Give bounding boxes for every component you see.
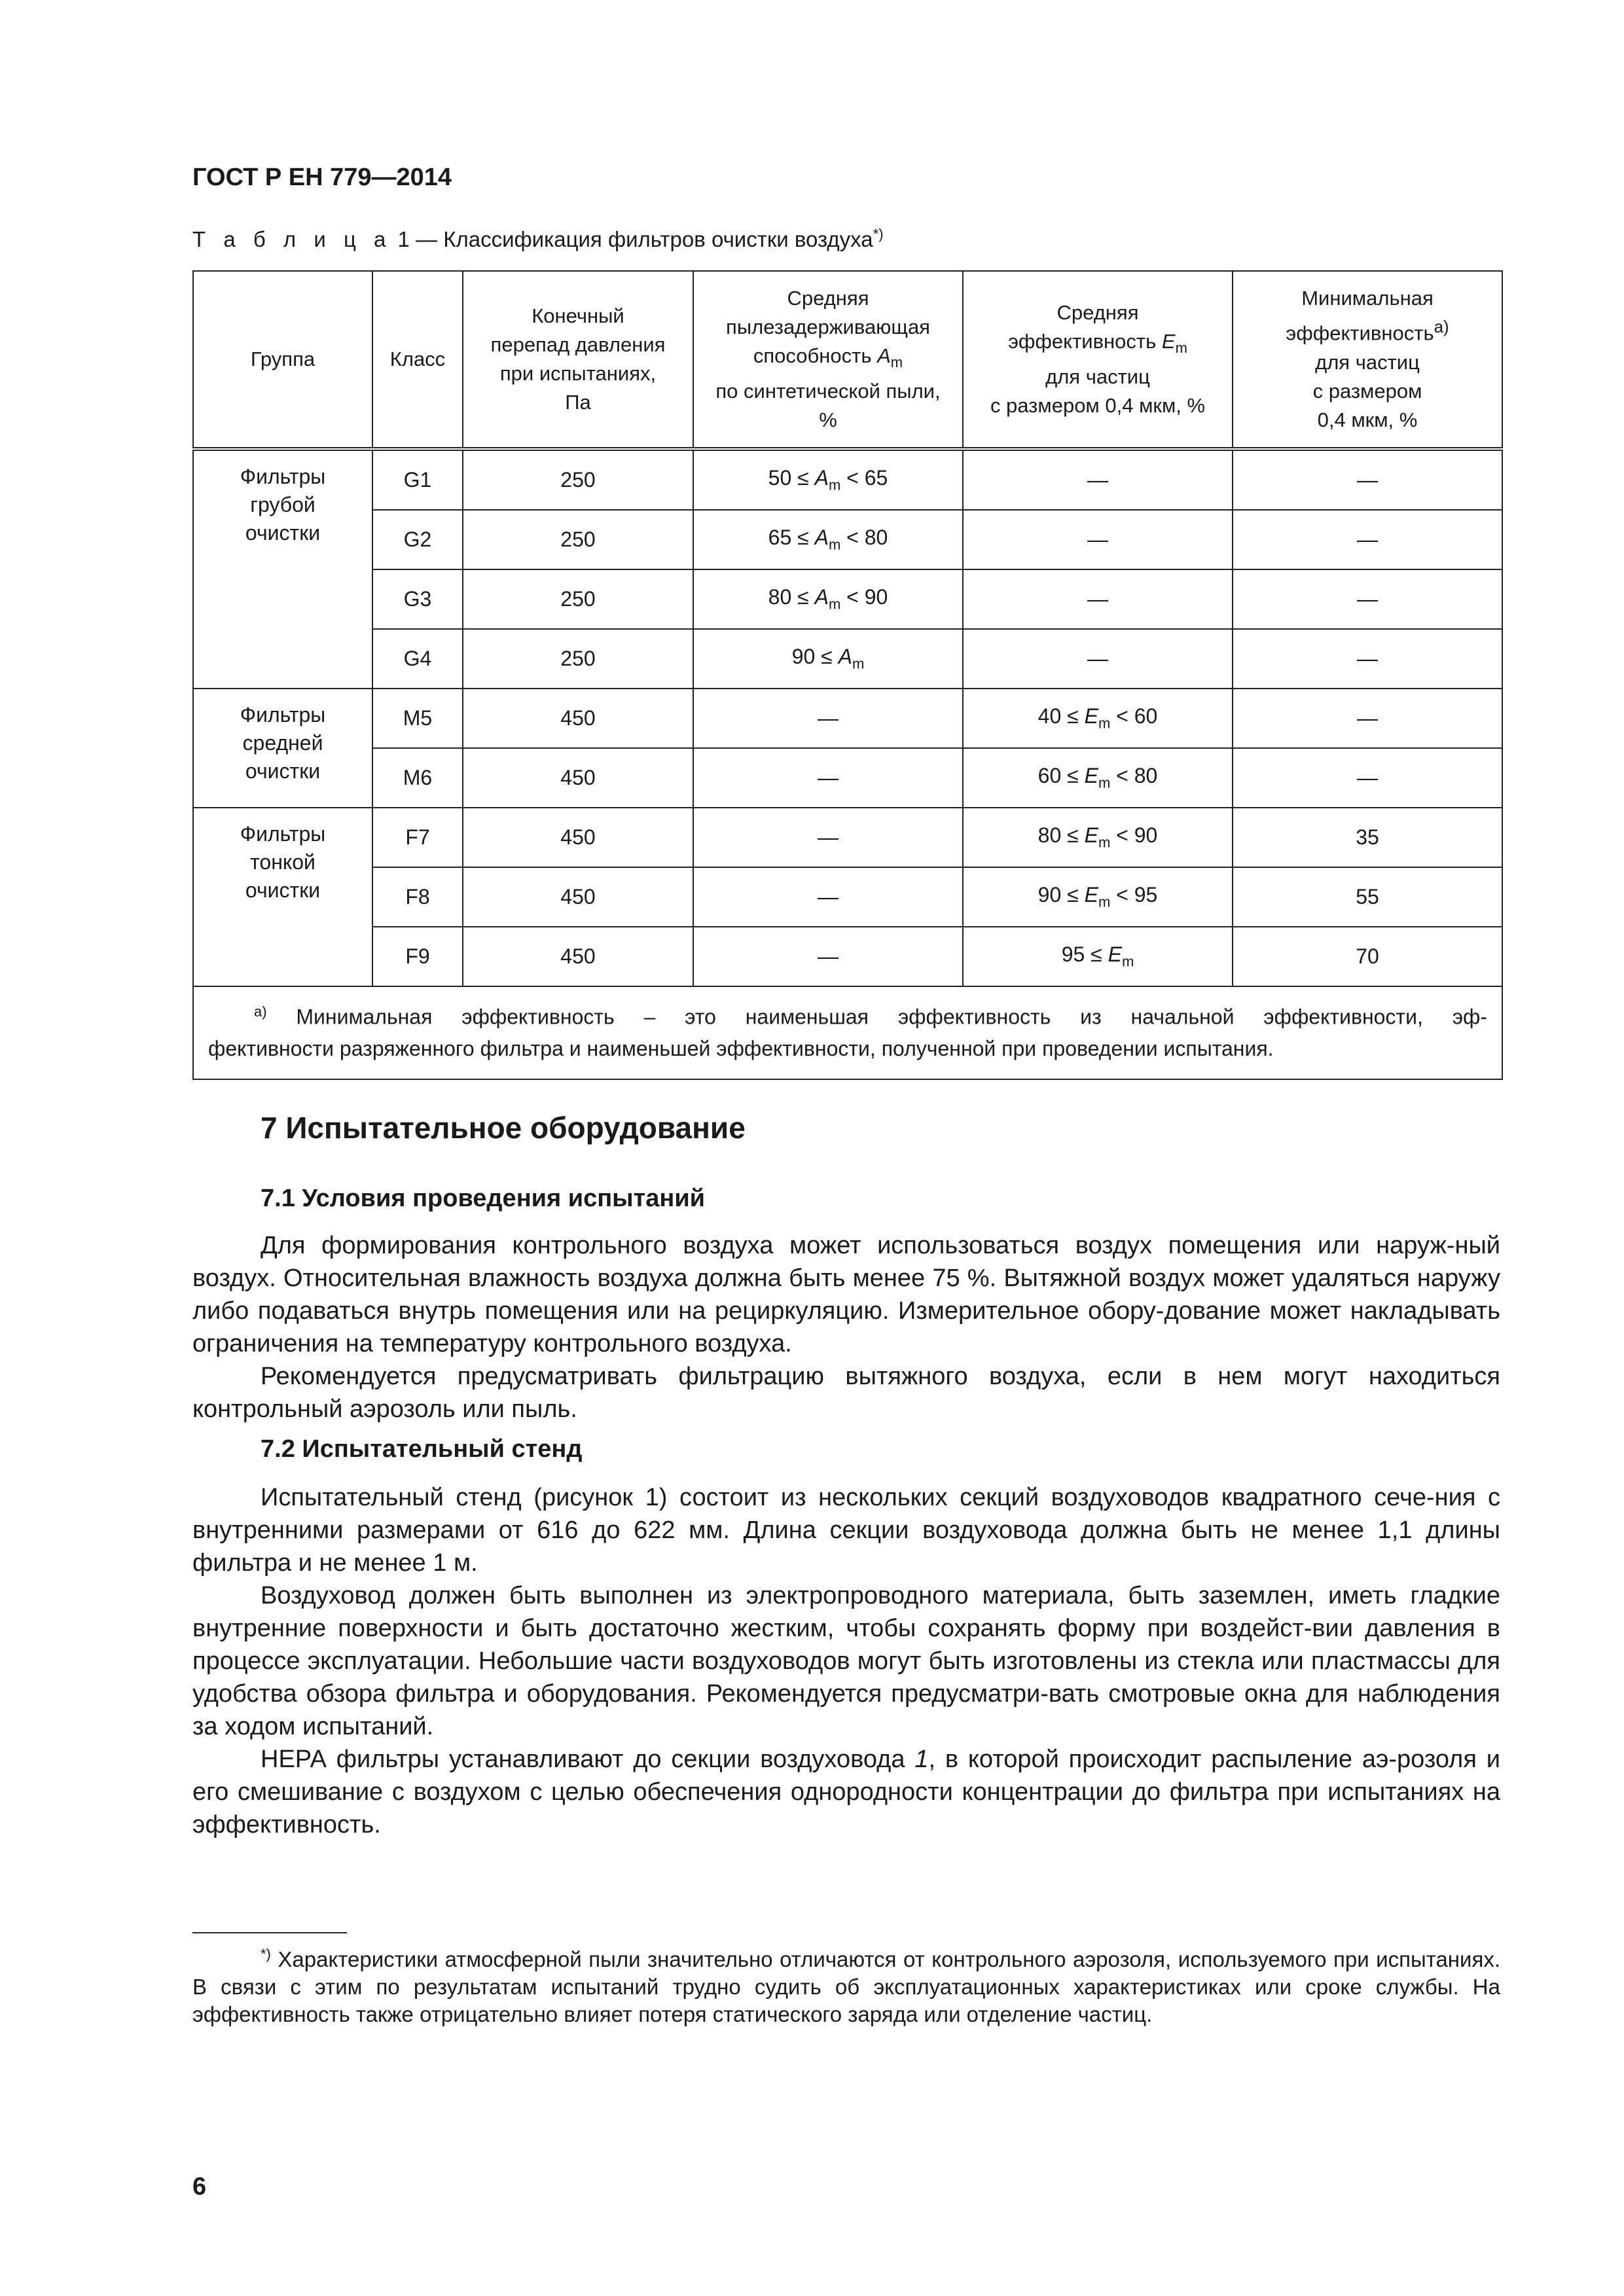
cell-arrestance: [693, 510, 963, 569]
cell-min-efficiency: 35: [1233, 808, 1502, 867]
cell-pressure: 450: [463, 927, 693, 986]
table-row: [193, 449, 1502, 510]
eff-pre: 95 ≤: [1061, 942, 1108, 967]
symbol-e: E: [1084, 764, 1098, 788]
col-header-group: Группа: [193, 271, 372, 449]
cell-arrestance: [693, 449, 963, 510]
cell-class: M5: [372, 689, 463, 748]
group-line: Фильтры: [240, 822, 326, 846]
cell-class: F8: [372, 867, 463, 927]
eff-pre: 60 ≤: [1038, 764, 1085, 788]
cell-arrestance: —: [693, 867, 963, 927]
cell-min-efficiency: —: [1233, 629, 1502, 689]
footnote: [192, 1941, 1500, 2028]
cell-efficiency: —: [963, 449, 1233, 510]
group-fine: [193, 808, 372, 986]
table-row: [193, 748, 1502, 808]
note-mark: a): [254, 1003, 267, 1020]
arr-pre: 50 ≤: [768, 466, 815, 490]
pressure-line: Конечный: [532, 304, 624, 327]
symbol-subscript: m: [828, 536, 841, 553]
cell-arrestance: —: [693, 808, 963, 867]
cell-pressure: 250: [463, 569, 693, 629]
section-7-1-body: [192, 1229, 1500, 1426]
min-line: 0,4 мкм, %: [1317, 408, 1418, 431]
eff-post: < 95: [1110, 883, 1158, 907]
footnote-divider: [192, 1932, 347, 1933]
footnote-text: Характеристики атмосферной пыли значительно отличаются от контрольного аэрозоля, используемого при испытаниях. В связи с этим по результатам испытаний трудно судить об эксплуатационных характеристиках или сроке службы. На эффективность также отрицательно влияет потеря статического заряда или отделение частиц.: [192, 1947, 1500, 2026]
cell-pressure: 450: [463, 689, 693, 748]
duct-section-number: 1: [914, 1746, 929, 1773]
symbol-subscript: m: [828, 596, 841, 613]
group-line: Фильтры: [240, 465, 326, 488]
paragraph: [192, 1743, 1500, 1841]
cell-arrestance: [693, 629, 963, 689]
cell-pressure: 450: [463, 748, 693, 808]
cell-class: G1: [372, 449, 463, 510]
group-line: грубой: [250, 493, 316, 516]
cell-min-efficiency: —: [1233, 569, 1502, 629]
section-7-2-title: 7.2 Испытательный стенд: [261, 1435, 583, 1463]
document-code: ГОСТ Р ЕН 779—2014: [192, 164, 452, 191]
cell-min-efficiency: —: [1233, 449, 1502, 510]
eff-post: < 80: [1110, 764, 1158, 788]
table-row: [193, 629, 1502, 689]
pressure-line: при испытаниях,: [499, 362, 657, 385]
paragraph: Рекомендуется предусматривать фильтрацию вытяжного воздуха, если в нем могут находиться контрольный аэрозоль или пыль.: [192, 1363, 1500, 1423]
cell-arrestance: —: [693, 689, 963, 748]
arrestance-line: по синтетической пыли,: [715, 380, 941, 403]
min-line: с размером: [1312, 379, 1422, 403]
symbol-subscript: m: [1098, 774, 1111, 791]
symbol-e: E: [1084, 883, 1098, 907]
eff-post: < 90: [1110, 823, 1158, 848]
group-line: очистки: [245, 521, 321, 545]
cell-class: F7: [372, 808, 463, 867]
symbol-a: A: [838, 645, 852, 669]
cell-efficiency: [963, 927, 1233, 986]
cell-efficiency: —: [963, 510, 1233, 569]
arr-pre: 65 ≤: [768, 526, 815, 550]
filter-classification-table: [192, 270, 1503, 1080]
efficiency-line: для частиц: [1045, 365, 1150, 389]
table-note: [193, 986, 1502, 1079]
col-header-pressure: [463, 271, 693, 449]
col-header-class: Класс: [372, 271, 463, 449]
group-line: очистки: [245, 878, 321, 902]
cell-class: F9: [372, 927, 463, 986]
symbol-e: E: [1161, 329, 1176, 353]
symbol-a: A: [814, 526, 829, 550]
cell-min-efficiency: 70: [1233, 927, 1502, 986]
symbol-e: E: [1108, 942, 1122, 967]
cell-class: G3: [372, 569, 463, 629]
table-row: [193, 510, 1502, 569]
cell-pressure: 250: [463, 510, 693, 569]
section-7-title: 7 Испытательное оборудование: [261, 1111, 746, 1145]
paragraph-part: НЕРА фильтры устанавливают до секции воздуховода: [261, 1746, 915, 1773]
section-7-1-title: 7.1 Условия проведения испытаний: [261, 1185, 706, 1212]
arr-post: < 80: [840, 526, 888, 550]
caption-title: 1 — Классификация фильтров очистки воздуха: [391, 227, 873, 251]
cell-class: G4: [372, 629, 463, 689]
paragraph: Для формирования контрольного воздуха может использоваться воздух помещения или наруж-ный воздух. Относительная влажность воздуха должна быть менее 75 %. Вытяжной воздух может удаляться наружу либо подаваться внутрь помещения или на рециркуляцию. Измерительное обору-дование может накладывать ограничения на температуру контрольного воздуха.: [192, 1232, 1500, 1357]
table-row: [193, 689, 1502, 748]
eff-post: < 60: [1110, 704, 1158, 728]
table-row: [193, 808, 1502, 867]
cell-pressure: 250: [463, 629, 693, 689]
note-text-line: фективности разряженного фильтра и наименьшей эффективности, полученной при проведении испытания.: [208, 1036, 1274, 1060]
cell-min-efficiency: —: [1233, 748, 1502, 808]
min-line: для частиц: [1315, 350, 1420, 374]
symbol-e: E: [1084, 823, 1098, 848]
page-number: 6: [192, 2173, 207, 2200]
note-mark: a): [1434, 318, 1449, 337]
caption-footnote-mark: *): [873, 226, 884, 242]
table-row: [193, 569, 1502, 629]
symbol-subscript: m: [890, 354, 903, 371]
symbol-subscript: m: [1121, 953, 1134, 970]
arr-pre: 80 ≤: [768, 585, 815, 609]
cell-arrestance: —: [693, 748, 963, 808]
symbol-a: A: [814, 466, 829, 490]
eff-pre: 40 ≤: [1038, 704, 1085, 728]
eff-pre: 90 ≤: [1038, 883, 1085, 907]
cell-class: M6: [372, 748, 463, 808]
note-text-line: Минимальная эффективность – это наименьшая эффективность из начальной эффективности, эф-: [266, 1005, 1487, 1029]
table-row: [193, 867, 1502, 927]
symbol-a: A: [877, 344, 891, 367]
col-header-arrestance: [693, 271, 963, 449]
table-header-row: [193, 271, 1502, 449]
cell-arrestance: [693, 569, 963, 629]
symbol-subscript: m: [1098, 834, 1111, 851]
cell-efficiency: [963, 808, 1233, 867]
cell-min-efficiency: —: [1233, 510, 1502, 569]
col-header-min-efficiency: [1233, 271, 1502, 449]
efficiency-line: Средняя: [1056, 300, 1139, 324]
symbol-subscript: m: [852, 655, 865, 672]
symbol-e: E: [1084, 704, 1098, 728]
group-line: очистки: [245, 759, 321, 783]
group-line: тонкой: [250, 850, 316, 874]
arrestance-line: Средняя: [787, 286, 869, 310]
symbol-subscript: m: [1175, 340, 1187, 357]
arr-post: < 90: [840, 585, 888, 609]
group-medium: [193, 689, 372, 808]
cell-pressure: 450: [463, 808, 693, 867]
arrestance-line: способность: [753, 344, 878, 367]
group-line: Фильтры: [240, 703, 326, 726]
pressure-line: перепад давления: [490, 333, 666, 356]
cell-efficiency: —: [963, 629, 1233, 689]
min-line: эффективность: [1286, 321, 1434, 345]
section-7-2-body: [192, 1481, 1500, 1841]
pressure-line: Па: [565, 391, 591, 414]
paragraph: Воздуховод должен быть выполнен из электропроводного материала, быть заземлен, иметь гладкие внутренние поверхности и быть достаточно жестким, чтобы сохранять форму при воздейст-вии давления в процессе эксплуатации. Небольшие части воздуховодов могут быть изготовлены из стекла или пластмассы для удобства обзора фильтра и оборудования. Рекомендуется предусматри-вать смотровые окна для наблюдения за ходом испытаний.: [192, 1582, 1500, 1740]
symbol-subscript: m: [828, 476, 841, 493]
cell-pressure: 450: [463, 867, 693, 927]
cell-efficiency: [963, 748, 1233, 808]
cell-pressure: 250: [463, 449, 693, 510]
arrestance-line: пылезадерживающая: [726, 315, 930, 338]
cell-min-efficiency: 55: [1233, 867, 1502, 927]
arr-post: < 65: [840, 466, 888, 490]
group-line: средней: [242, 731, 323, 755]
eff-pre: 80 ≤: [1038, 823, 1085, 848]
cell-arrestance: —: [693, 927, 963, 986]
min-line: Минимальная: [1301, 287, 1434, 310]
cell-min-efficiency: —: [1233, 689, 1502, 748]
efficiency-line: с размером 0,4 мкм, %: [990, 394, 1206, 418]
cell-efficiency: —: [963, 569, 1233, 629]
group-coarse: [193, 449, 372, 689]
arrestance-line: %: [819, 408, 837, 432]
cell-class: G2: [372, 510, 463, 569]
footnote-mark: *): [261, 1946, 271, 1962]
cell-efficiency: [963, 867, 1233, 927]
caption-label: Т а б л и ц а: [192, 227, 392, 251]
table-note-row: [193, 986, 1502, 1079]
cell-efficiency: [963, 689, 1233, 748]
col-header-efficiency: [963, 271, 1233, 449]
paragraph-part: , в которой происходит распыление аэ-розоля и его смешивание с воздухом с целью обеспечения однородности концентрации до фильтра при испытаниях на эффективность.: [192, 1746, 1500, 1839]
symbol-a: A: [814, 585, 829, 609]
table-caption: [192, 226, 884, 252]
paragraph: Испытательный стенд (рисунок 1) состоит из нескольких секций воздуховодов квадратного сече-ния с внутренними размерами от 616 до 622 мм. Длина секции воздуховода должна быть не менее 1,1 длины фильтра и не менее 1 м.: [192, 1484, 1500, 1577]
efficiency-line: эффективность: [1008, 329, 1162, 353]
symbol-subscript: m: [1098, 893, 1111, 910]
table-row: [193, 927, 1502, 986]
arr-pre: 90 ≤: [791, 645, 839, 669]
symbol-subscript: m: [1098, 715, 1111, 732]
